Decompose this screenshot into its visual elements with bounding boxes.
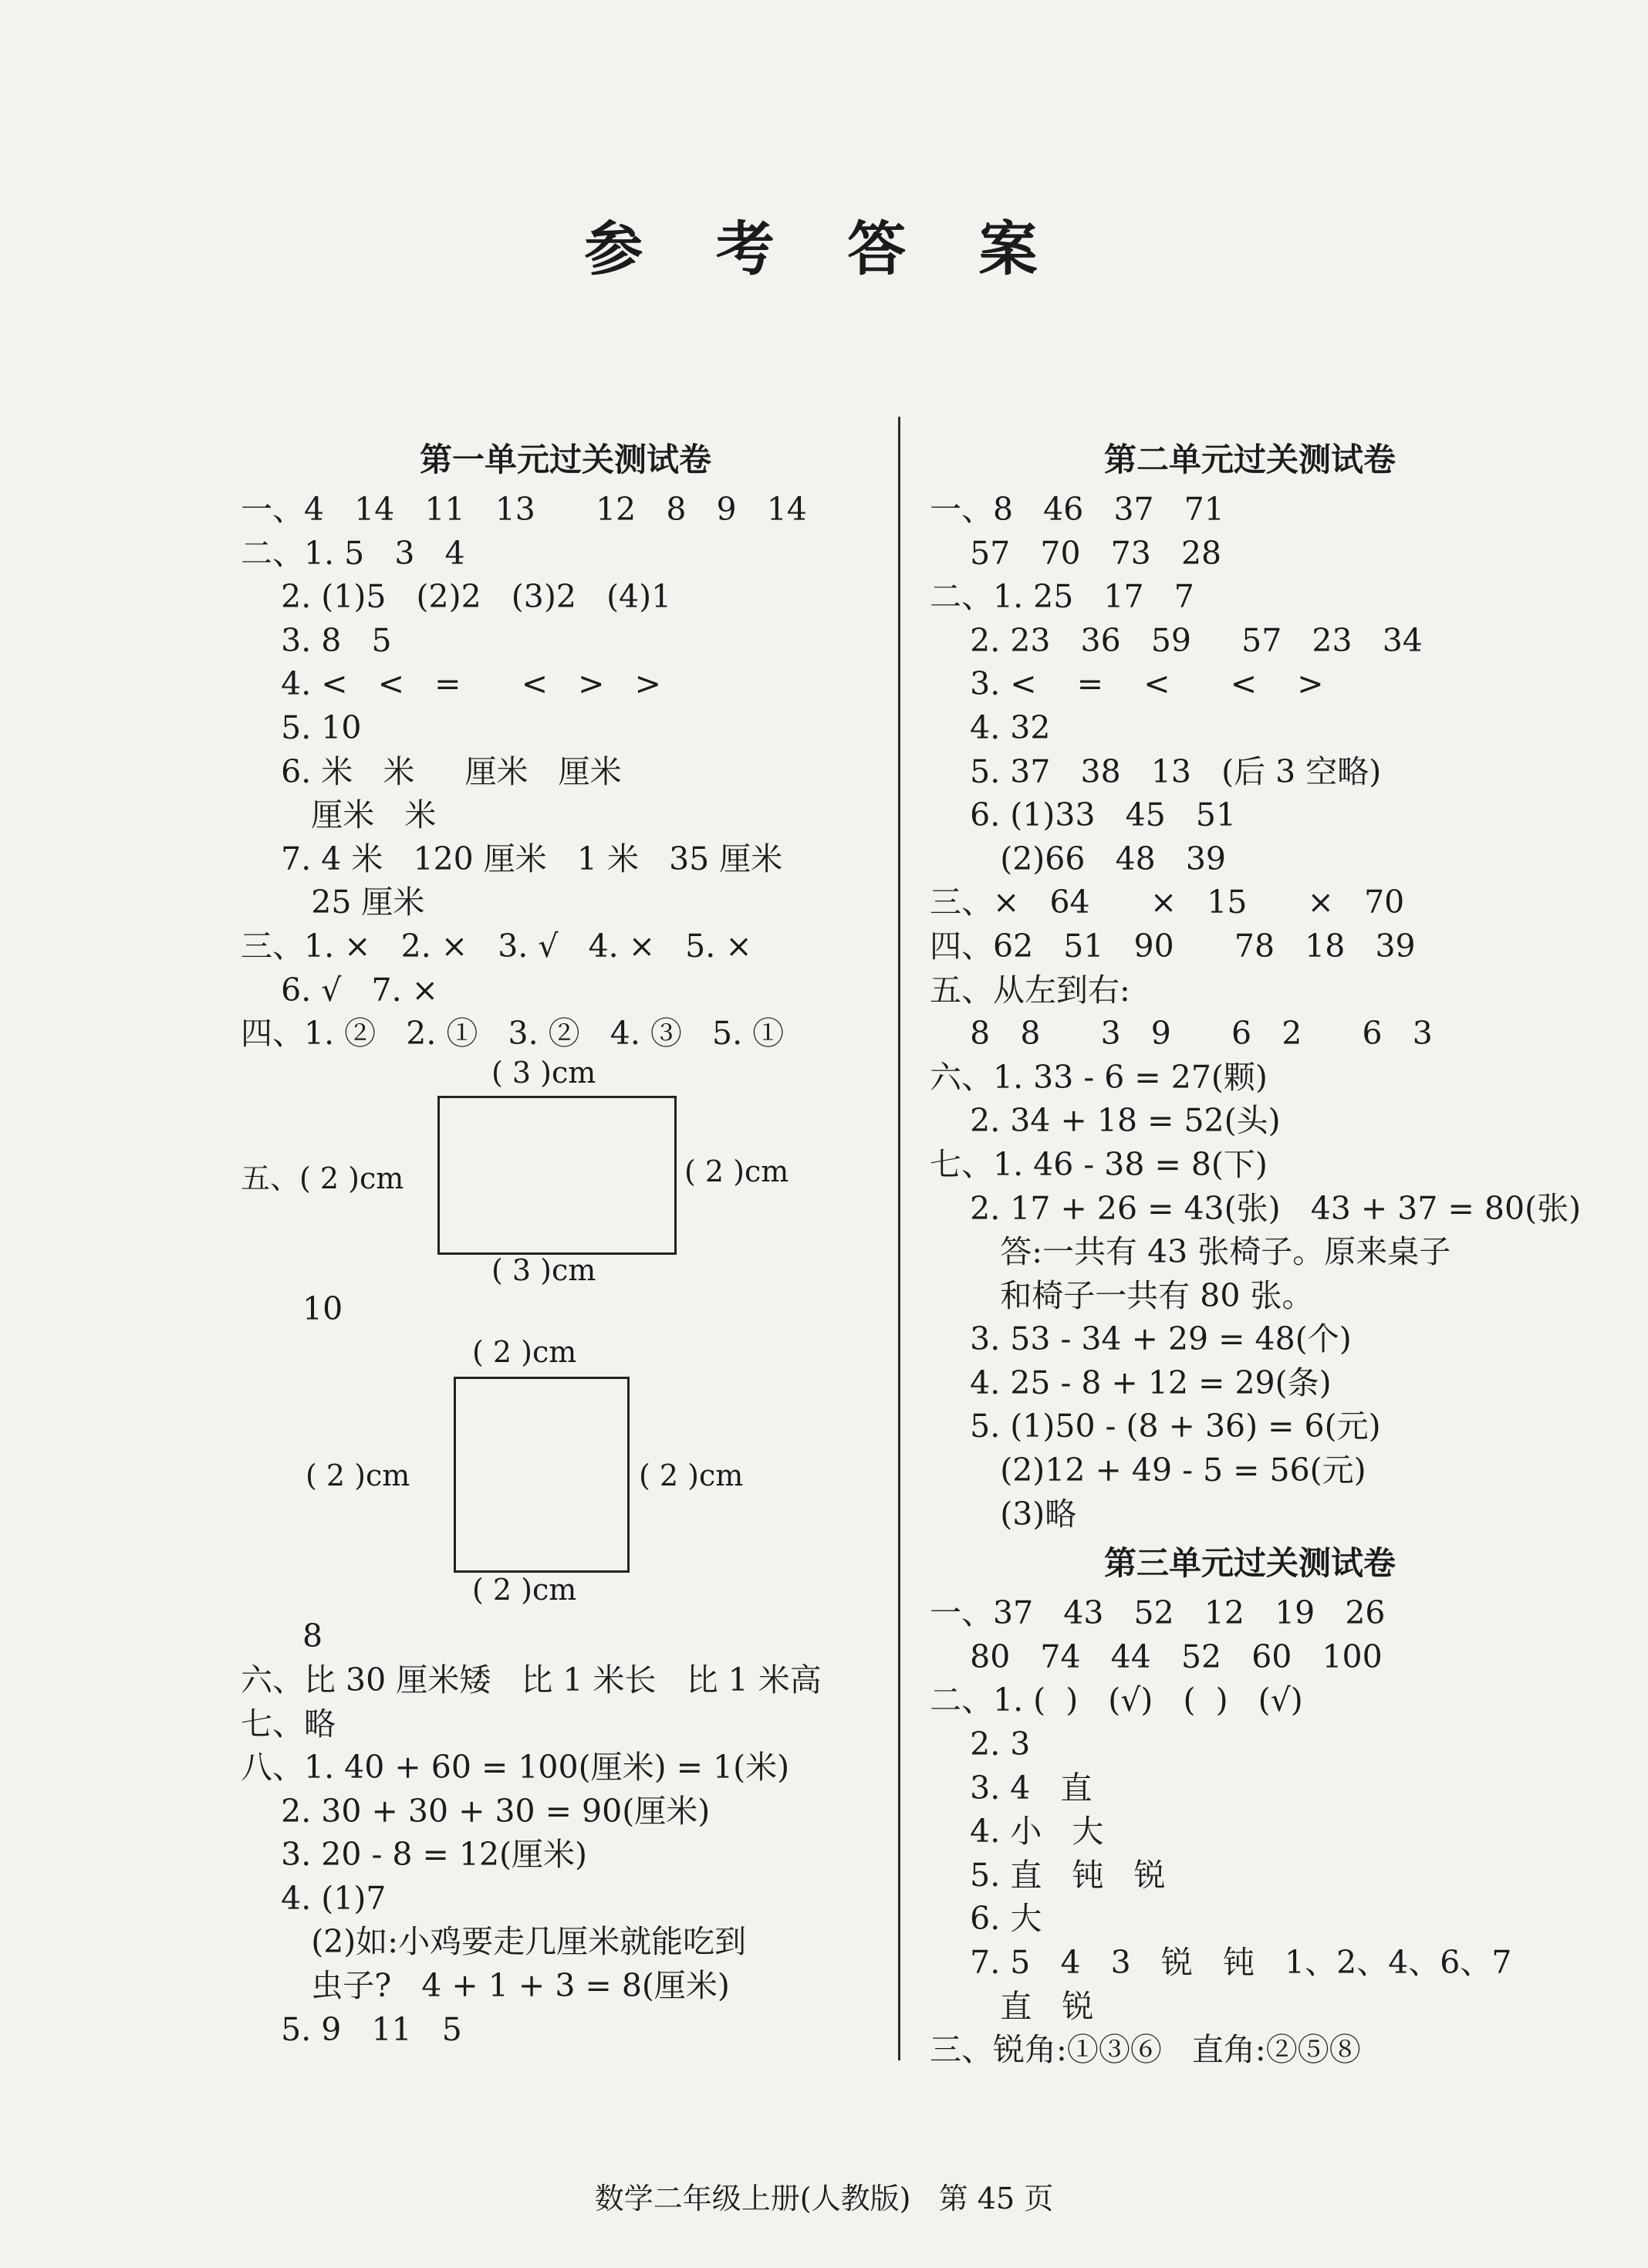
answer-line: (2)66 48 39 <box>930 840 1227 877</box>
answer-line: 一、37 43 52 12 19 26 <box>930 1594 1386 1632</box>
answer-line: 二、1. 25 17 7 <box>930 578 1194 616</box>
answer-line: 六、比 30 厘米矮 比 1 米长 比 1 米高 <box>241 1661 822 1698</box>
unit2-answers <box>930 488 1582 1536</box>
answer-line: (3)略 <box>930 1495 1077 1533</box>
answer-line: 7. 4 米 120 厘米 1 米 35 厘米 <box>241 840 783 877</box>
answer-line: 三、锐角:①③⑥ 直角:②⑤⑧ <box>930 2031 1361 2069</box>
answer-line: 和椅子一共有 80 张。 <box>930 1276 1314 1314</box>
rectangle-figure <box>241 1056 890 1287</box>
answer-line: (2)12 + 49 - 5 = 56(元) <box>930 1452 1366 1489</box>
answer-line: 6. 大 <box>930 1900 1042 1938</box>
answer-line: 6. 米 米 厘米 厘米 <box>241 752 622 790</box>
answer-line: 5. (1)50 - (8 + 36) = 6(元) <box>930 1408 1381 1445</box>
answer-line: 5. 直 钝 锐 <box>930 1856 1166 1894</box>
answer-line: (2)如:小鸡要走几厘米就能吃到 <box>241 1923 747 1961</box>
rectangle-shape <box>437 1096 677 1255</box>
answer-line: 一、8 46 37 71 <box>930 491 1224 528</box>
answer-line: 四、1. ② 2. ① 3. ② 4. ③ 5. ① <box>241 1015 785 1053</box>
section-title-unit3: 第三单元过关测试卷 <box>1103 1544 1396 1583</box>
answer-line: 六、1. 33 - 6 = 27(颗) <box>930 1058 1268 1096</box>
answer-line: 4. 32 <box>930 708 1051 746</box>
answer-line: 4. 小 大 <box>930 1813 1104 1851</box>
answer-line: 七、略 <box>241 1705 336 1742</box>
square-perimeter-answer: 8 <box>302 1617 323 1655</box>
answer-line: 直 锐 <box>930 1987 1094 2025</box>
answer-line: 2. 3 <box>930 1726 1031 1763</box>
answer-line: 四、62 51 90 78 18 39 <box>930 927 1416 965</box>
answer-line: 5. 37 38 13 (后 3 空略) <box>930 752 1382 790</box>
answer-line: 2. 23 36 59 57 23 34 <box>930 621 1423 659</box>
answer-line: 厘米 米 <box>241 796 437 834</box>
square-left-label: ( 2 )cm <box>306 1458 410 1493</box>
answer-line: 八、1. 40 + 60 = 100(厘米) = 1(米) <box>241 1749 790 1786</box>
answer-line: 答:一共有 43 张椅子。原来桌子 <box>930 1233 1451 1271</box>
rect-left-label: 五、( 2 )cm <box>241 1161 404 1195</box>
answer-line: 3. 8 5 <box>241 621 392 659</box>
answer-line: 一、4 14 11 13 12 8 9 14 <box>241 491 807 528</box>
square-right-label: ( 2 )cm <box>639 1458 744 1493</box>
answer-line: 57 70 73 28 <box>930 534 1222 572</box>
answer-line: 4. (1)7 <box>241 1879 387 1917</box>
answer-line: 二、1. ( ) (√) ( ) (√) <box>930 1682 1303 1719</box>
column-divider <box>898 417 900 2060</box>
answer-line: 2. 34 + 18 = 52(头) <box>930 1102 1281 1140</box>
section-title-unit2: 第二单元过关测试卷 <box>1103 441 1396 478</box>
answer-line: 7. 5 4 3 锐 钝 1、2、4、6、7 <box>930 1944 1512 1981</box>
answer-line: 2. 30 + 30 + 30 = 90(厘米) <box>241 1792 711 1830</box>
square-figure <box>241 1330 890 1614</box>
rect-perimeter-answer: 10 <box>302 1289 343 1327</box>
answer-line: 三、× 64 × 15 × 70 <box>930 884 1405 921</box>
rect-bottom-label: ( 3 )cm <box>491 1252 596 1287</box>
answer-line: 4. 25 - 8 + 12 = 29(条) <box>930 1364 1332 1401</box>
answer-line: 三、1. × 2. × 3. √ 4. × 5. × <box>241 927 752 965</box>
answer-line: 二、1. 5 3 4 <box>241 534 465 572</box>
right-column <box>930 432 1582 2072</box>
unit1-answers-part2 <box>241 1658 890 2051</box>
answer-line: 2. (1)5 (2)2 (3)2 (4)1 <box>241 578 672 616</box>
answer-line: 8 8 3 9 6 2 6 3 <box>930 1015 1433 1053</box>
answer-line: 3. 20 - 8 = 12(厘米) <box>241 1836 588 1874</box>
answer-line: 2. 17 + 26 = 43(张) 43 + 37 = 80(张) <box>930 1189 1582 1227</box>
answer-line: 虫子? 4 + 1 + 3 = 8(厘米) <box>241 1967 730 2005</box>
answer-line: 5. 10 <box>241 708 362 746</box>
answer-line: 5. 9 11 5 <box>241 2010 462 2048</box>
answer-line: 25 厘米 <box>241 884 425 921</box>
answer-line: 4. < < = < > > <box>241 665 661 703</box>
unit1-answers-part1 <box>241 488 890 1056</box>
page-title: 参 考 答 案 <box>584 215 1064 283</box>
answer-line: 3. < = < < > <box>930 665 1324 703</box>
answer-line: 6. √ 7. × <box>241 971 439 1009</box>
answer-line: 3. 53 - 34 + 29 = 48(个) <box>930 1320 1352 1358</box>
square-bottom-label: ( 2 )cm <box>472 1573 577 1607</box>
square-shape <box>454 1377 630 1573</box>
rect-top-label: ( 3 )cm <box>491 1055 596 1090</box>
unit3-answers <box>930 1591 1570 2072</box>
answer-line: 3. 4 直 <box>930 1769 1092 1807</box>
answer-line: 6. (1)33 45 51 <box>930 796 1237 834</box>
answer-line: 七、1. 46 - 38 = 8(下) <box>930 1145 1268 1183</box>
answer-line: 五、从左到右: <box>930 971 1130 1009</box>
section-title-unit1: 第一单元过关测试卷 <box>419 441 711 478</box>
rect-right-label: ( 2 )cm <box>684 1154 789 1188</box>
answer-line: 80 74 44 52 60 100 <box>930 1638 1383 1675</box>
left-column <box>241 432 890 2051</box>
page-footer: 数学二年级上册(人教版) 第 45 页 <box>594 2182 1054 2216</box>
square-top-label: ( 2 )cm <box>472 1335 577 1370</box>
